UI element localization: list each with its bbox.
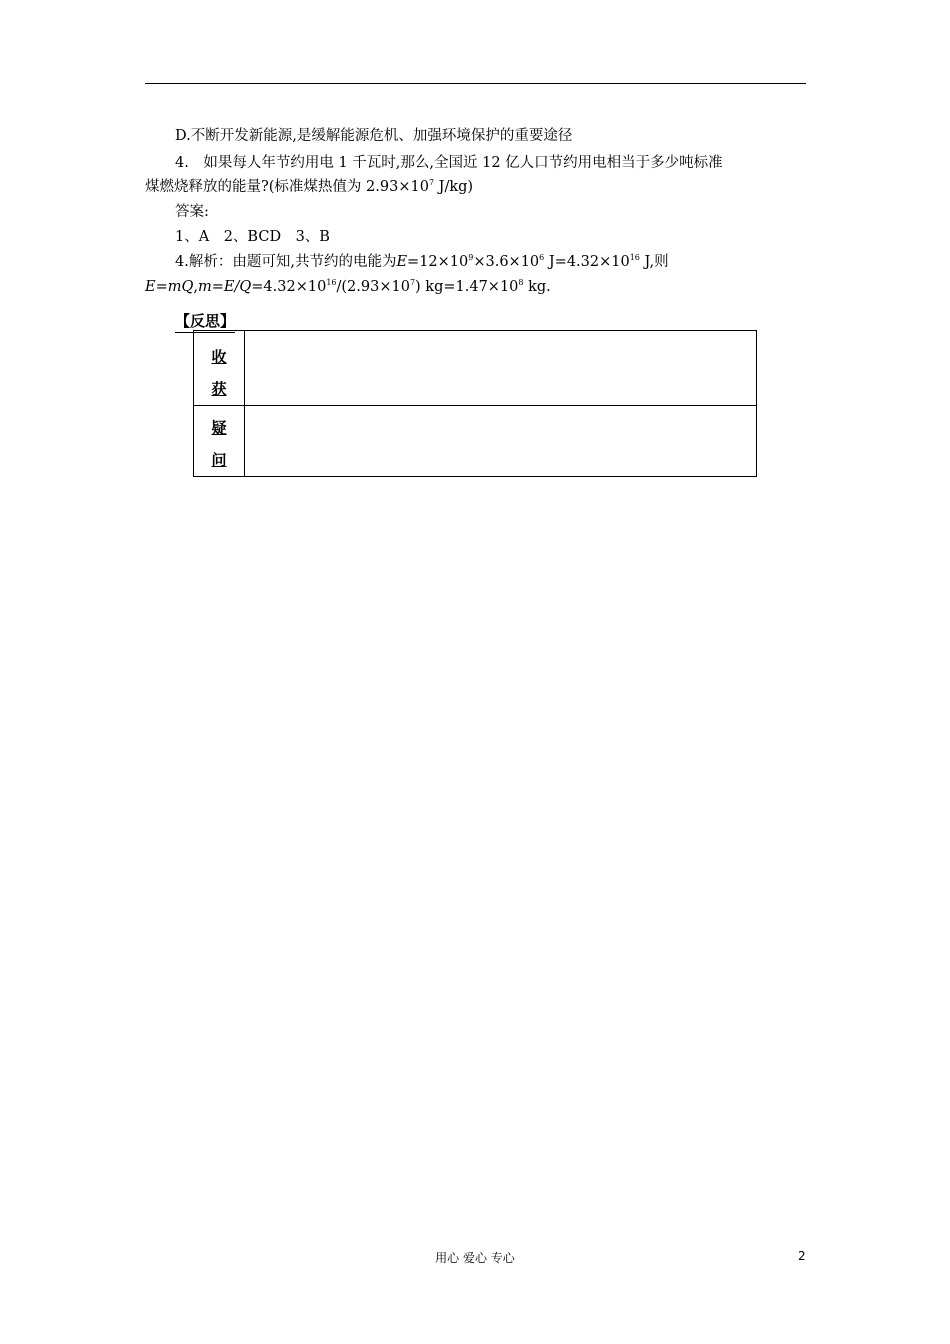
answers-label: 答案: (175, 204, 209, 220)
reflection-table (193, 330, 757, 477)
questions-content-cell[interactable] (245, 406, 757, 477)
gains-content-cell[interactable] (245, 331, 757, 406)
solution-line-2: $E=mQ,m=E/Q=4.32\times 10^{16}/(2.93\times 10^7)$ $kg=1.47\times 10^8$ kg. (145, 278, 551, 295)
footer-text: 用心 爱心 专心 (435, 1251, 515, 1265)
question-4-line-1: 4. 如果每人年节约用电 1 千瓦时,那么,全国近 12 亿人口节约用电相当于多少吨标准 (175, 155, 723, 171)
header-rule (145, 83, 806, 84)
reflection-row-gains (194, 331, 757, 406)
gains-label-char-2: 获 (211, 380, 227, 398)
questions-label-cell (194, 406, 245, 477)
answers-line: 1、A 2、BCD 3、B (175, 229, 330, 245)
reflection-title: 【反思】 (175, 311, 235, 333)
questions-label-char-1: 疑 (211, 419, 227, 437)
question-4-line-2: 煤燃烧释放的能量?(标准煤热值为 $2.93\times 10^7$ J/kg) (145, 178, 474, 195)
solution-line-1: 4.解析：由题可知,共节约的电能为$E=12\times 10^9\times 3.6\times 10^6$ $J=4.32\times 10^{16}$ J,则 (175, 253, 669, 270)
questions-label-char-2: 问 (211, 451, 227, 469)
page-number: 2 (798, 1249, 806, 1263)
gains-label-char-1: 收 (211, 348, 227, 366)
option-d: D.不断开发新能源,是缓解能源危机、加强环境保护的重要途径 (175, 128, 573, 144)
reflection-row-questions (194, 406, 757, 477)
gains-label-cell (194, 331, 245, 406)
